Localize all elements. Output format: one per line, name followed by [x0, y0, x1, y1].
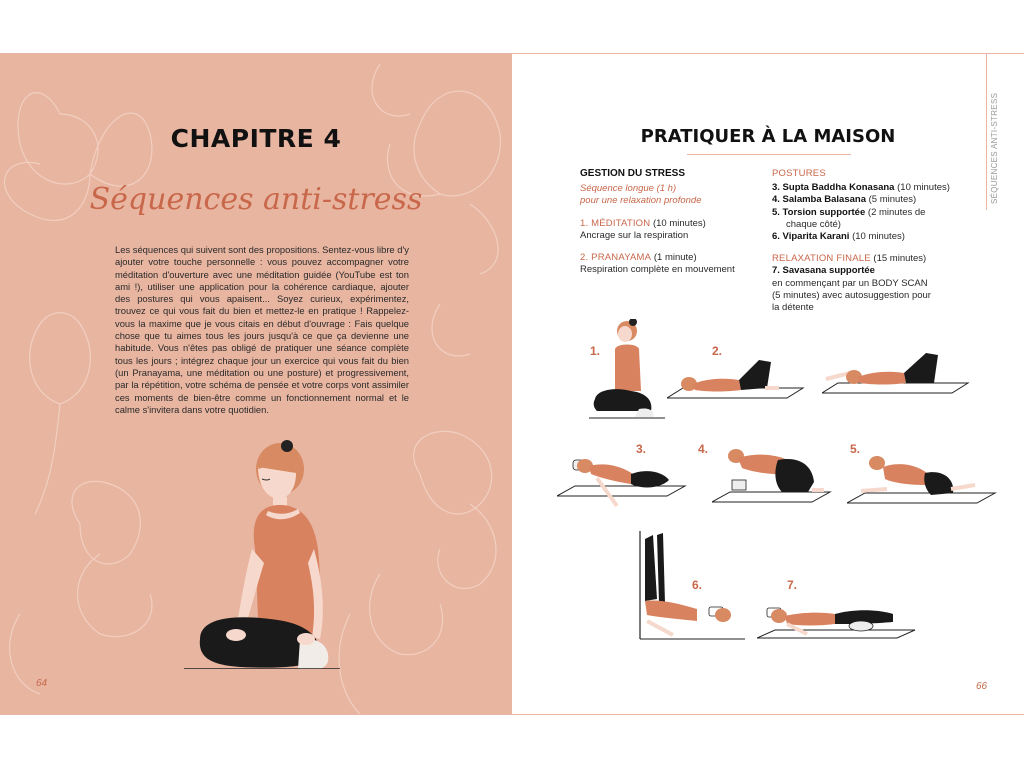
pose-5-torsion-illustration: [847, 449, 1002, 509]
figure-number-5: 5.: [850, 442, 861, 456]
posture-item-4: [772, 194, 972, 206]
chapter-subtitle: Séquences anti-stress: [89, 182, 423, 217]
postures-heading: POSTURES: [772, 168, 826, 179]
posture-5-duration: (2 minutes de: [865, 206, 926, 218]
right-page: [512, 54, 1024, 714]
relaxation-desc-3: la détente: [772, 302, 814, 314]
item-meditation: [580, 218, 760, 230]
posture-6-duration: (10 minutes): [849, 231, 905, 243]
relaxation-item: 7. Savasana supportée: [772, 265, 875, 277]
meditating-woman-illustration: [180, 439, 340, 669]
relaxation-heading-row: [772, 253, 972, 265]
item-meditation-desc: Ancrage sur la respiration: [580, 229, 689, 241]
posture-4-name: 4. Salamba Balasana: [772, 194, 866, 206]
pose-6-viparita-karani-illustration: [637, 529, 747, 654]
posture-5-continuation: chaque côté): [786, 218, 841, 230]
side-divider: [986, 54, 987, 210]
posture-item-6: [772, 231, 972, 243]
figure-number-4: 4.: [698, 442, 709, 456]
intro-paragraph: Les séquences qui suivent sont des propositions. Sentez-vous libre d'y ajouter votre touche personnelle : vous pouvez accompagner votre méditation d'ouverture avec une méditation guidée (YouTube est ton ami !), utiliser une application pour la cohérence cardiaque, ajouter des postures qui vous apaisent... Soyez curieux, expérimentez, trouvez ce qui vous fait du bien et mettez-le en pratique ! Rappelez-vous la maxime que je vous citais en début d'ouvrage : Fais quelque chose que tu aimes tous les jours jusqu'à ce que ça devienne une habitude. Vous n'êtes pas obligé de pratiquer une séance complète tous les jours ; intégrez chaque jour un exercice qui vous fait du bien (un Pranayama, une méditation ou une posture) et progressivement, par la répétition, votre schéma de pensée et votre corps vont assimiler ces moments de bien-être comme un fonctionnement normal et le calme s'invitera dans votre quotidien.: [115, 244, 409, 415]
page-number-right: 66: [976, 681, 988, 692]
figure-number-7: 7.: [787, 578, 798, 592]
gestion-subtitle-2: pour une relaxation profonde: [580, 195, 702, 207]
posture-item-5: [772, 207, 972, 219]
figure-number-1: 1.: [590, 344, 601, 358]
posture-6-name: 6. Viparita Karani: [772, 231, 850, 243]
posture-4-duration: (5 minutes): [866, 194, 917, 206]
item-pranayama: [580, 252, 760, 264]
item-meditation-duration: (10 minutes): [650, 217, 706, 229]
title-divider: [687, 154, 851, 155]
section-title: PRATIQUER À LA MAISON: [640, 126, 896, 147]
item-pranayama-desc: Respiration complète en mouvement: [580, 264, 735, 276]
relaxation-desc-1: en commençant par un BODY SCAN: [772, 277, 928, 289]
item-meditation-label: 1. MÉDITATION: [580, 217, 651, 229]
relaxation-duration: (15 minutes): [870, 253, 927, 265]
gestion-heading: GESTION DU STRESS: [580, 168, 686, 179]
posture-5-name: 5. Torsion supportée: [772, 206, 866, 218]
relaxation-heading: RELAXATION FINALE: [772, 253, 871, 265]
pose-2b-pranayama-illustration: [822, 339, 972, 399]
posture-3-name: 3. Supta Baddha Konasana: [772, 182, 895, 194]
bottom-page-edge: [0, 714, 1024, 715]
pose-1-meditation-illustration: [587, 319, 667, 424]
chapter-title: CHAPITRE 4: [170, 124, 342, 153]
side-running-header: SÉQUENCES ANTI-STRESS: [990, 92, 999, 204]
figure-number-6: 6.: [692, 578, 703, 592]
item-pranayama-label: 2. PRANAYAMA: [580, 252, 652, 264]
column-postures: [772, 168, 972, 314]
figure-number-2: 2.: [712, 344, 723, 358]
posture-item-3: [772, 182, 972, 194]
pose-3-supta-baddha-konasana-illustration: [557, 444, 692, 519]
pose-7-savasana-illustration: [757, 594, 922, 649]
page-number-left: 64: [36, 678, 48, 689]
top-page-edge: [0, 53, 1024, 54]
left-page: [0, 54, 512, 714]
pose-4-salamba-balasana-illustration: [712, 444, 837, 509]
item-pranayama-duration: (1 minute): [651, 252, 697, 264]
posture-3-duration: (10 minutes): [894, 182, 950, 194]
figure-number-3: 3.: [636, 442, 647, 456]
pose-2-pranayama-illustration: [667, 344, 807, 404]
gestion-subtitle-1: Séquence longue (1 h): [580, 183, 677, 195]
column-gestion-du-stress: [580, 168, 760, 276]
relaxation-desc-2: (5 minutes) avec autosuggestion pour: [772, 289, 931, 301]
